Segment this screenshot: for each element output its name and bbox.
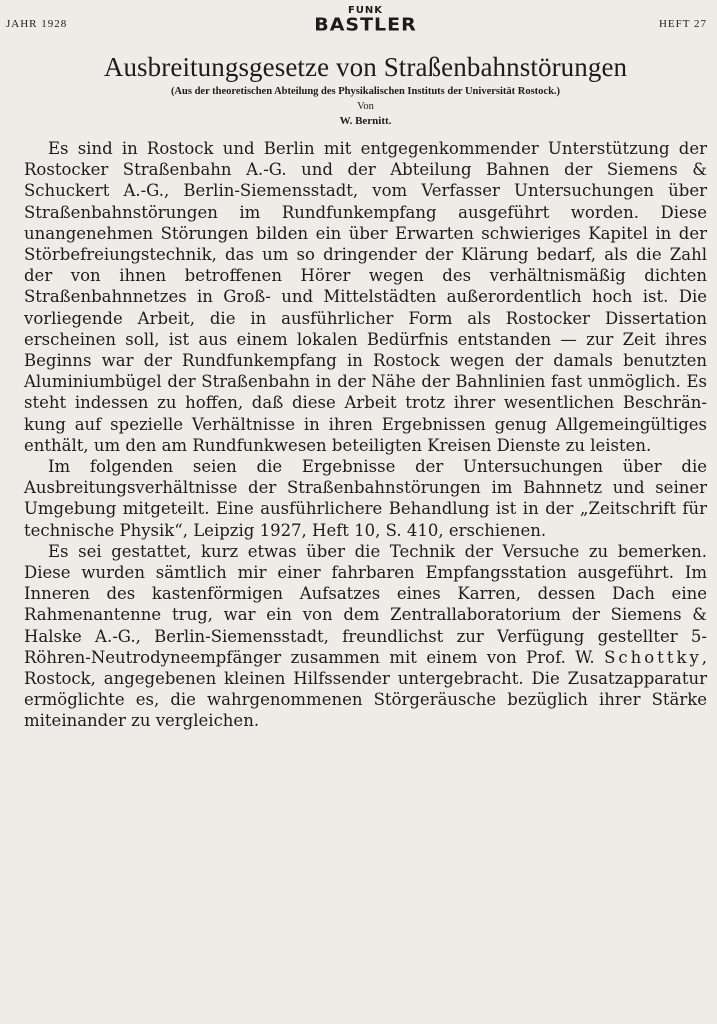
issue-label: HEFT 27 <box>658 18 707 30</box>
logo-top-text: FUNK <box>347 5 384 16</box>
paragraph-1: Es sind in Rostock und Berlin mit entgegenkommender Unterstützung der Rostocker Straßenbahn A.-G. und der Abteilung Bahnen der Siemens & Schuckert A.-G., Berlin-Siemensstadt, vom Verfasser Untersuchungen über Straßenbahnstörungen im Rundfunkempfang ausgeführt worden. Diese unangenehmen Störungen bilden ein über Erwarten schwieriges Kapitel in der Störbefreiungstechnik, das um so dringender der Klärung bedarf, als die Zahl der von ihnen betroffenen Hörer wegen des verhältnismäßig dichten Straßenbahnnetzes in Groß- und Mittelstädten außerordentlich hoch ist. Die vorliegende Arbeit, die in ausführlicher Form als Rostocker Dissertation erscheinen soll, ist aus einem lokalen Bedürfnis entstanden — zur Zeit ihres Beginns war der Rundfunkempfang in Rostock wegen der damals benutzten Aluminiumbügel der Straßenbahn in der Nähe der Bahnlinien fast unmöglich. Es steht indessen zu hoffen, daß diese Arbeit trotz ihrer wesentlichen Beschränkung auf spezielle Verhältnisse in ihren Ergebnissen genug Allgemeingültiges enthält, um den am Rundfunkwesen beteiligten Kreisen Dienste zu leisten. <box>24 139 707 455</box>
article-body <box>24 138 707 732</box>
paragraph-3-part-2: , Rostock, angegebenen kleinen Hilfssender untergebracht. Die Zusatzapparatur ermöglichte es, die wahrgenommenen Störgeräusche bezüglich ihrer Stärke miteinander zu vergleichen. <box>24 647 708 731</box>
paragraph-3 <box>24 541 707 732</box>
magazine-logo <box>24 6 707 35</box>
article-author: W. Bernitt. <box>339 115 392 127</box>
year-label: JAHR 1928 <box>6 18 68 30</box>
article-subtitle: (Aus der theoretischen Abteilung des Physikalischen Instituts der Universität Rostock.) <box>170 86 561 97</box>
byline-von: Von <box>357 101 374 112</box>
paragraph-3-part-1: Es sei gestattet, kurz etwas über die Technik der Versuche zu bemerken. Diese wurden sämtlich mir einer fahrbaren Empfangsstation ausgeführt. Im Inneren des kastenförmigen Aufsatzes eines Karren, dessen Dach eine Rahmenantenne trug, war ein von dem Zentrallaboratorium der Siemens & Halske A.-G., Berlin-Siemensstadt, freundlichst zur Verfügung gestellter 5-Röhren-Neutrodyneempfänger zusammen mit einem von Prof. W. <box>24 541 707 667</box>
article-title: Ausbreitungsgesetze von Straßenbahnstörungen <box>103 52 628 82</box>
logo-main-text: BASTLER <box>314 14 417 36</box>
paragraph-2: Im folgenden seien die Ergebnisse der Untersuchungen über die Ausbreitungsverhältnisse der Straßenbahnstörungen im Bahnnetz und seiner Umgebung mitgeteilt. Eine ausführlichere Behandlung ist in der „Zeitschrift für technische Physik“, Leipzig 1927, Heft 10, S. 410, erschienen. <box>24 457 707 540</box>
masthead <box>6 5 707 40</box>
paragraph-3-name: Schottky <box>604 647 702 667</box>
